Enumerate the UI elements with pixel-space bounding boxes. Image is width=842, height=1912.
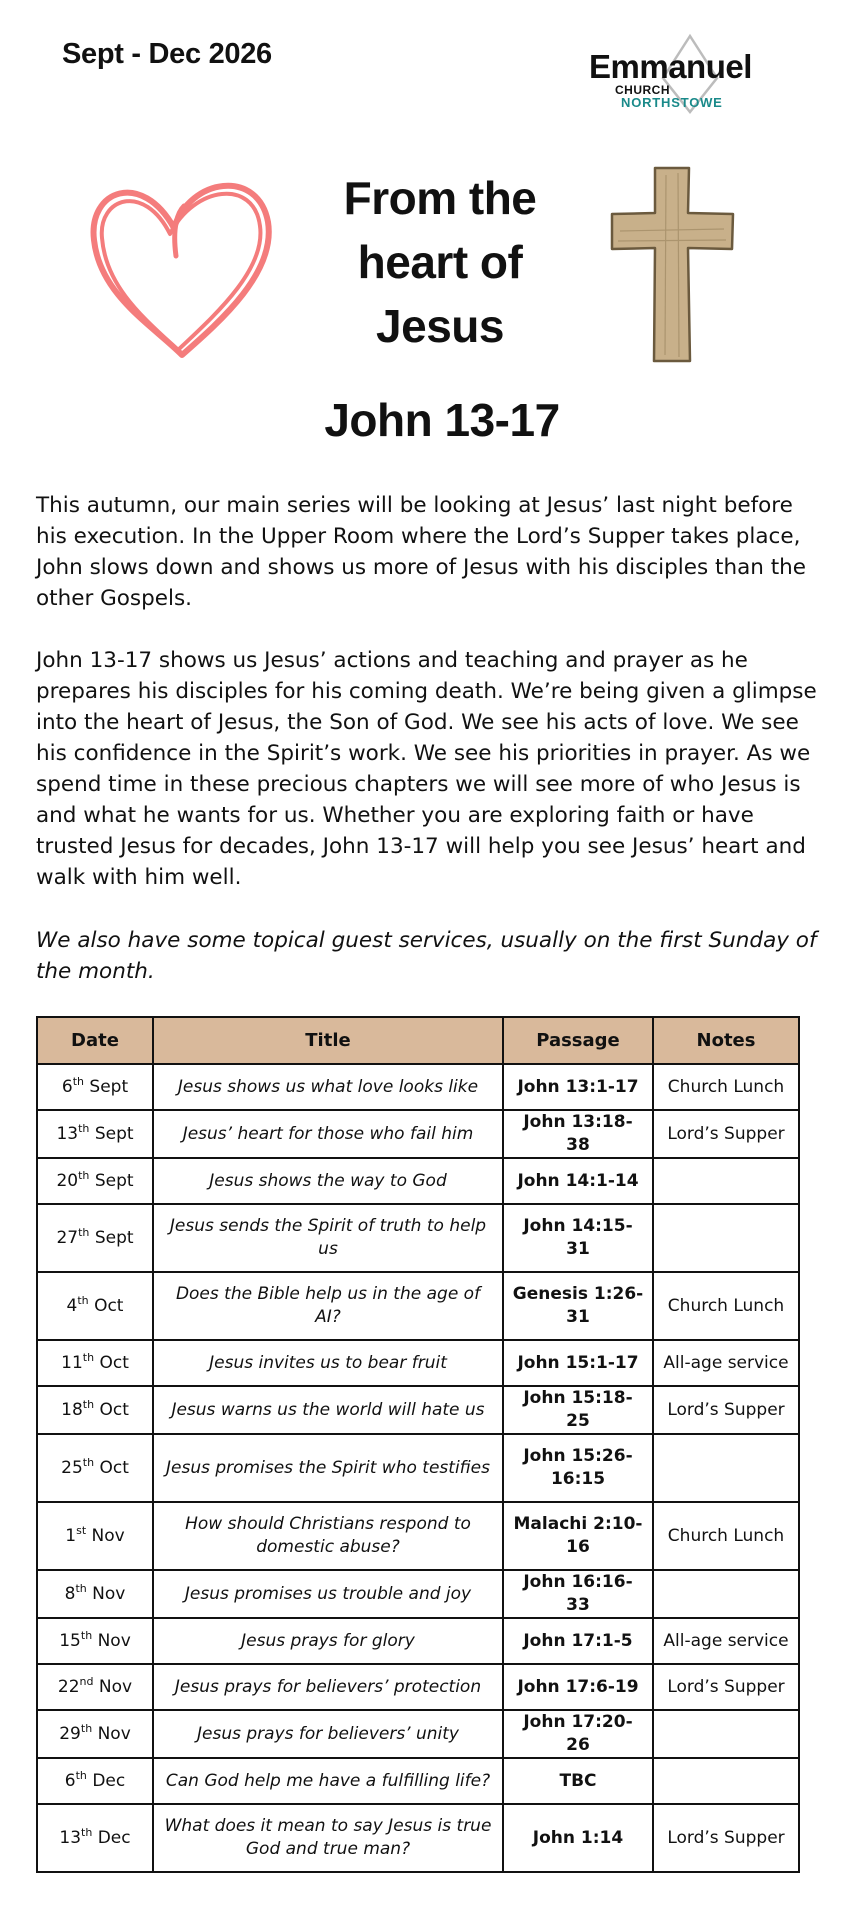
date-month: Sept (94, 1227, 134, 1248)
hero-title-line: Jesus (376, 300, 504, 352)
date-day: 22 (57, 1676, 80, 1697)
date-ordinal-suffix: nd (79, 1674, 94, 1688)
date-month: Nov (97, 1723, 131, 1744)
wooden-cross-icon (608, 165, 738, 365)
date-day: 11 (61, 1352, 83, 1373)
cell-title: Jesus invites us to bear fruit (153, 1340, 503, 1386)
date-day: 8 (64, 1583, 76, 1604)
date-ordinal-suffix: th (75, 1768, 87, 1782)
cell-date (37, 1340, 153, 1386)
logo-church-text: CHURCH (615, 83, 670, 97)
table-row (37, 1386, 799, 1434)
date-day: 25 (61, 1457, 83, 1478)
date-day: 6 (61, 1076, 73, 1097)
date-day: 20 (56, 1170, 79, 1191)
cell-passage: John 14:15-31 (503, 1204, 653, 1272)
cell-date (37, 1758, 153, 1804)
date-month: Nov (98, 1676, 133, 1697)
cell-passage: John 14:1-14 (503, 1158, 653, 1204)
table-row (37, 1064, 799, 1110)
cell-passage: John 17:6-19 (503, 1664, 653, 1710)
table-row (37, 1710, 799, 1758)
cell-notes (653, 1158, 799, 1204)
cell-title: Jesus’ heart for those who fail him (153, 1110, 503, 1158)
table-row (37, 1158, 799, 1204)
cell-passage: John 15:26-16:15 (503, 1434, 653, 1502)
date-month: Oct (94, 1295, 124, 1316)
cell-title: Jesus warns us the world will hate us (153, 1386, 503, 1434)
cell-date (37, 1272, 153, 1340)
date-ordinal-suffix: th (78, 1225, 90, 1239)
date-day: 29 (59, 1723, 81, 1744)
cell-passage: Malachi 2:10-16 (503, 1502, 653, 1570)
cell-passage: John 1:14 (503, 1804, 653, 1872)
hero-title-line: From the (343, 172, 537, 224)
date-ordinal-suffix: th (80, 1721, 93, 1735)
column-header-title: Title (153, 1017, 503, 1064)
cell-notes: Lord’s Supper (653, 1664, 799, 1710)
cell-title: Does the Bible help us in the age of AI? (153, 1272, 503, 1340)
date-day: 13 (59, 1827, 82, 1848)
cell-passage: John 13:1-17 (503, 1064, 653, 1110)
hero-title (290, 166, 590, 358)
date-day: 13 (56, 1123, 79, 1144)
date-month: Oct (99, 1399, 129, 1420)
column-header-date: Date (37, 1017, 153, 1064)
cell-passage: John 15:1-17 (503, 1340, 653, 1386)
table-row (37, 1664, 799, 1710)
cell-title: Jesus shows us what love looks like (153, 1064, 503, 1110)
cell-date (37, 1502, 153, 1570)
cell-date (37, 1710, 153, 1758)
table-row (37, 1618, 799, 1664)
cell-notes (653, 1710, 799, 1758)
cell-title: Jesus prays for glory (153, 1618, 503, 1664)
table-row (37, 1272, 799, 1340)
cell-passage: Genesis 1:26-31 (503, 1272, 653, 1340)
cell-passage: John 15:18-25 (503, 1386, 653, 1434)
date-month: Oct (99, 1457, 129, 1478)
table-row (37, 1434, 799, 1502)
sermon-schedule-table (36, 1016, 800, 1873)
cell-date (37, 1064, 153, 1110)
cell-title: Jesus promises the Spirit who testifies (153, 1434, 503, 1502)
date-day: 6 (64, 1770, 76, 1791)
column-header-passage: Passage (503, 1017, 653, 1064)
date-ordinal-suffix: th (75, 1581, 87, 1595)
logo-place-text: NORTHSTOWE (621, 95, 723, 110)
cell-notes: Church Lunch (653, 1064, 799, 1110)
cell-passage: TBC (503, 1758, 653, 1804)
date-range: Sept - Dec 2026 (62, 38, 272, 70)
cell-notes: All-age service (653, 1618, 799, 1664)
intro-paragraph: John 13-17 shows us Jesus’ actions and teaching and prayer as he prepares his disciples for his coming death. We’re being given a glimpse into the heart of Jesus, the Son of God. We see his acts of love. We see his confidence in the Spirit’s work. We see his priorities in prayer. As we spend time in these precious chapters we will see more of who Jesus is and what he wants for us. Whether you are exploring faith or have trusted Jesus for decades, John 13-17 will help you see Jesus’ heart and walk with him well. (36, 648, 817, 890)
date-month: Sept (94, 1123, 134, 1144)
church-logo (585, 32, 785, 114)
cell-notes: Church Lunch (653, 1272, 799, 1340)
cell-date (37, 1804, 153, 1872)
cell-notes (653, 1758, 799, 1804)
date-ordinal-suffix: th (77, 1293, 89, 1307)
date-month: Sept (89, 1076, 129, 1097)
date-day: 4 (66, 1295, 78, 1316)
cell-date (37, 1204, 153, 1272)
table-row (37, 1502, 799, 1570)
guest-services-note: We also have some topical guest services, usually on the first Sunday of the month. (36, 928, 817, 984)
cell-notes: Lord’s Supper (653, 1386, 799, 1434)
table-row (37, 1570, 799, 1618)
cell-title: Can God help me have a fulfilling life? (153, 1758, 503, 1804)
cell-notes: Lord’s Supper (653, 1110, 799, 1158)
table-row (37, 1340, 799, 1386)
cell-passage: John 16:16-33 (503, 1570, 653, 1618)
cell-notes (653, 1570, 799, 1618)
cell-passage: John 17:20-26 (503, 1710, 653, 1758)
cell-notes: Church Lunch (653, 1502, 799, 1570)
date-day: 1 (65, 1525, 77, 1546)
series-reference: John 13-17 (324, 394, 560, 446)
date-month: Sept (94, 1170, 134, 1191)
date-day: 18 (61, 1399, 83, 1420)
column-header-notes: Notes (653, 1017, 799, 1064)
cell-date (37, 1570, 153, 1618)
date-month: Nov (91, 1525, 125, 1546)
date-month: Oct (99, 1352, 129, 1373)
cell-notes: Lord’s Supper (653, 1804, 799, 1872)
date-ordinal-suffix: th (82, 1397, 95, 1411)
cell-date (37, 1664, 153, 1710)
date-ordinal-suffix: th (72, 1074, 84, 1088)
cell-notes (653, 1434, 799, 1502)
date-day: 27 (56, 1227, 79, 1248)
cell-notes (653, 1204, 799, 1272)
date-ordinal-suffix: th (80, 1628, 93, 1642)
date-ordinal-suffix: th (78, 1121, 90, 1135)
cell-title: Jesus shows the way to God (153, 1158, 503, 1204)
table-row (37, 1110, 799, 1158)
cell-date (37, 1434, 153, 1502)
table-header-row (37, 1017, 799, 1064)
table-row (37, 1204, 799, 1272)
cell-title: Jesus prays for believers’ unity (153, 1710, 503, 1758)
cell-date (37, 1618, 153, 1664)
table-row (37, 1758, 799, 1804)
cell-title: Jesus prays for believers’ protection (153, 1664, 503, 1710)
date-ordinal-suffix: th (78, 1168, 90, 1182)
date-ordinal-suffix: th (82, 1350, 95, 1364)
cell-passage: John 13:18-38 (503, 1110, 653, 1158)
cell-title: Jesus sends the Spirit of truth to help us (153, 1204, 503, 1272)
date-day: 15 (59, 1630, 81, 1651)
date-month: Dec (97, 1827, 131, 1848)
date-ordinal-suffix: th (82, 1455, 95, 1469)
date-ordinal-suffix: th (81, 1825, 93, 1839)
date-month: Nov (92, 1583, 126, 1604)
table-row (37, 1804, 799, 1872)
cell-title: How should Christians respond to domestic abuse? (153, 1502, 503, 1570)
date-month: Dec (92, 1770, 126, 1791)
cell-date (37, 1386, 153, 1434)
cell-title: What does it mean to say Jesus is true God and true man? (153, 1804, 503, 1872)
cell-title: Jesus promises us trouble and joy (153, 1570, 503, 1618)
logo-name: Emmanuel (589, 48, 752, 85)
intro-paragraph: This autumn, our main series will be looking at Jesus’ last night before his execution. In the Upper Room where the Lord’s Supper takes place, John slows down and shows us more of Jesus with his disciples than the other Gospels. (36, 493, 807, 611)
cell-date (37, 1110, 153, 1158)
date-month: Nov (97, 1630, 131, 1651)
cell-date (37, 1158, 153, 1204)
cell-notes: All-age service (653, 1340, 799, 1386)
heart-icon (82, 160, 282, 360)
hero-title-line: heart of (357, 236, 523, 288)
cell-passage: John 17:1-5 (503, 1618, 653, 1664)
date-ordinal-suffix: st (76, 1523, 87, 1537)
